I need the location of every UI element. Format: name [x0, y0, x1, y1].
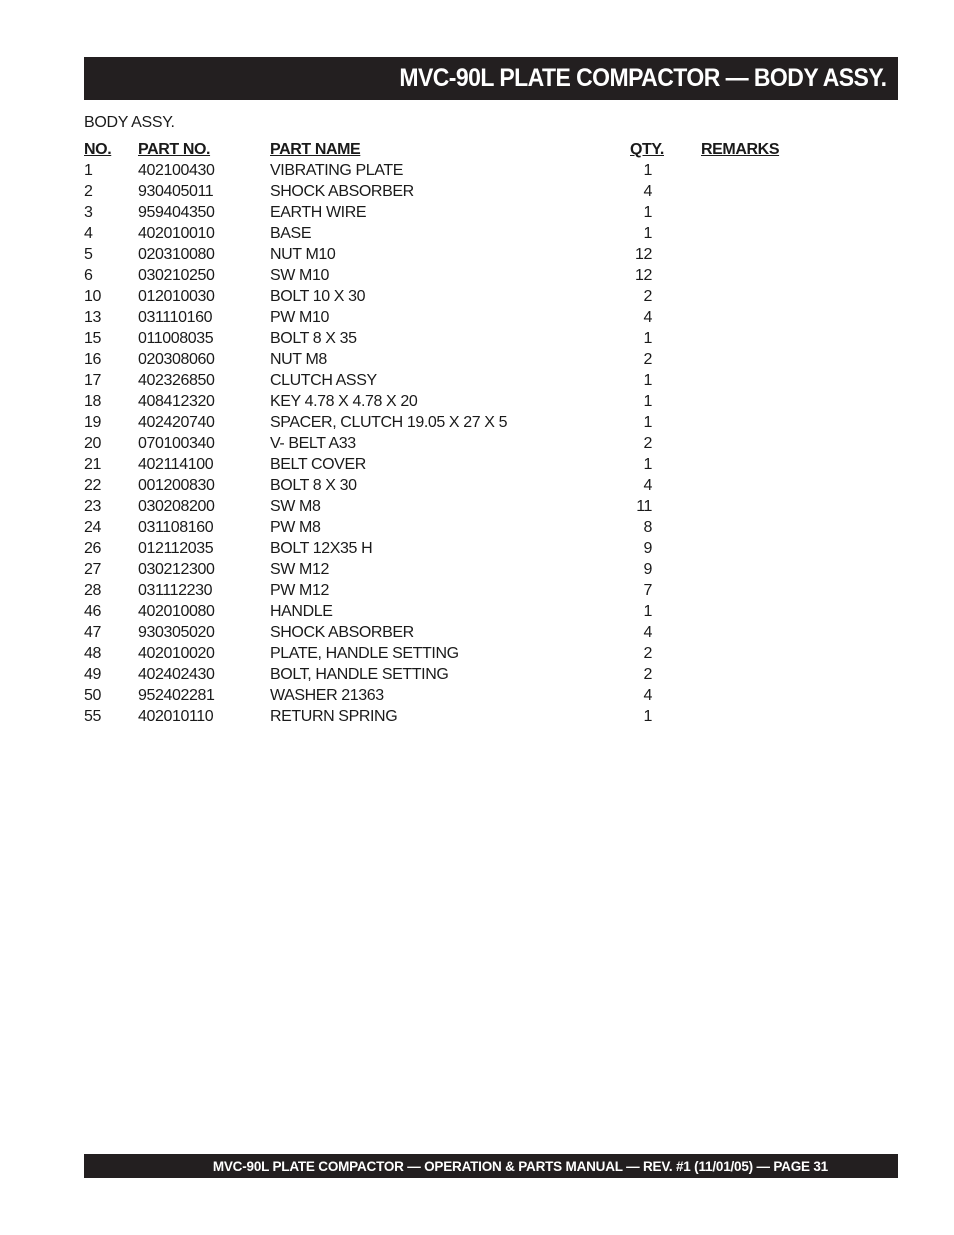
cell-part-no: 011008035	[138, 330, 214, 347]
cell-qty: 7	[643, 582, 652, 599]
cell-part-name: SHOCK ABSORBER	[270, 624, 414, 641]
cell-part-no: 952402281	[138, 687, 215, 704]
cell-no: 20	[84, 435, 101, 452]
cell-part-no: 020308060	[138, 351, 215, 368]
table-row	[84, 664, 804, 685]
cell-part-name: PW M8	[270, 519, 321, 536]
table-row	[84, 538, 804, 559]
page-title-bar	[84, 57, 898, 100]
cell-part-name: BOLT 8 X 35	[270, 330, 357, 347]
cell-part-no: 402326850	[138, 372, 215, 389]
table-row	[84, 580, 804, 601]
cell-no: 16	[84, 351, 101, 368]
cell-no: 27	[84, 561, 101, 578]
cell-no: 1	[84, 162, 93, 179]
cell-part-no: 402010080	[138, 603, 215, 620]
cell-part-name: CLUTCH ASSY	[270, 372, 377, 389]
column-header-qty: QTY.	[630, 141, 664, 158]
cell-qty: 9	[643, 540, 652, 557]
cell-part-name: V- BELT A33	[270, 435, 356, 452]
table-row	[84, 601, 804, 622]
cell-part-no: 402010020	[138, 645, 215, 662]
cell-part-name: WASHER 21363	[270, 687, 384, 704]
cell-part-name: NUT M8	[270, 351, 327, 368]
cell-part-no: 402420740	[138, 414, 215, 431]
page-title: MVC-90L PLATE COMPACTOR — BODY ASSY.	[398, 64, 886, 92]
cell-part-no: 020310080	[138, 246, 215, 263]
cell-qty: 1	[643, 393, 652, 410]
cell-part-name: HANDLE	[270, 603, 333, 620]
cell-part-name: EARTH WIRE	[270, 204, 367, 221]
table-body	[84, 160, 804, 727]
cell-part-name: SHOCK ABSORBER	[270, 183, 414, 200]
table-row	[84, 454, 804, 475]
cell-no: 3	[84, 204, 93, 221]
cell-part-no: 001200830	[138, 477, 215, 494]
cell-no: 22	[84, 477, 101, 494]
table-row	[84, 307, 804, 328]
cell-part-no: 402100430	[138, 162, 215, 179]
table-row	[84, 370, 804, 391]
cell-no: 4	[84, 225, 93, 242]
cell-no: 50	[84, 687, 101, 704]
table-row	[84, 643, 804, 664]
cell-no: 48	[84, 645, 101, 662]
table-row	[84, 412, 804, 433]
cell-qty: 12	[635, 246, 652, 263]
cell-no: 24	[84, 519, 101, 536]
cell-no: 6	[84, 267, 93, 284]
cell-part-name: SW M8	[270, 498, 321, 515]
cell-no: 26	[84, 540, 101, 557]
cell-part-name: BELT COVER	[270, 456, 366, 473]
cell-part-name: PW M12	[270, 582, 329, 599]
cell-part-no: 012010030	[138, 288, 215, 305]
cell-part-name: NUT M10	[270, 246, 336, 263]
cell-part-no: 402010110	[138, 708, 214, 725]
table-row	[84, 160, 804, 181]
parts-table	[84, 139, 804, 727]
footer-bar	[84, 1154, 898, 1178]
cell-no: 19	[84, 414, 101, 431]
cell-part-name: BOLT 10 X 30	[270, 288, 366, 305]
table-row	[84, 685, 804, 706]
cell-no: 10	[84, 288, 101, 305]
cell-qty: 1	[643, 162, 652, 179]
cell-qty: 2	[643, 666, 652, 683]
cell-part-name: BASE	[270, 225, 312, 242]
cell-part-name: KEY 4.78 X 4.78 X 20	[270, 393, 418, 410]
cell-part-no: 030210250	[138, 267, 215, 284]
cell-no: 2	[84, 183, 93, 200]
cell-part-name: VIBRATING PLATE	[270, 162, 403, 179]
table-row	[84, 181, 804, 202]
column-header-no: NO.	[84, 141, 112, 158]
cell-qty: 1	[643, 204, 652, 221]
cell-qty: 2	[643, 645, 652, 662]
table-row	[84, 223, 804, 244]
cell-qty: 1	[643, 225, 652, 242]
cell-part-name: SPACER, CLUTCH 19.05 X 27 X 5	[270, 414, 508, 431]
cell-no: 17	[84, 372, 101, 389]
cell-qty: 1	[643, 603, 652, 620]
cell-part-no: 930405011	[138, 183, 214, 200]
cell-part-no: 930305020	[138, 624, 215, 641]
cell-part-name: PW M10	[270, 309, 329, 326]
cell-no: 28	[84, 582, 101, 599]
cell-part-name: RETURN SPRING	[270, 708, 398, 725]
cell-qty: 1	[643, 330, 652, 347]
table-row	[84, 328, 804, 349]
cell-part-no: 030208200	[138, 498, 215, 515]
cell-part-no: 031110160	[138, 309, 213, 326]
cell-part-no: 402402430	[138, 666, 215, 683]
cell-part-name: PLATE, HANDLE SETTING	[270, 645, 459, 662]
cell-qty: 2	[643, 435, 652, 452]
cell-part-no: 402010010	[138, 225, 215, 242]
cell-qty: 4	[643, 477, 652, 494]
cell-qty: 4	[643, 183, 652, 200]
cell-no: 49	[84, 666, 101, 683]
table-row	[84, 622, 804, 643]
table-row	[84, 496, 804, 517]
cell-part-no: 031112230	[138, 582, 213, 599]
cell-part-name: BOLT, HANDLE SETTING	[270, 666, 449, 683]
cell-part-name: BOLT 8 X 30	[270, 477, 357, 494]
cell-part-no: 959404350	[138, 204, 215, 221]
cell-qty: 4	[643, 687, 652, 704]
cell-no: 47	[84, 624, 101, 641]
table-row	[84, 265, 804, 286]
table-header-row	[84, 139, 804, 160]
table-row	[84, 391, 804, 412]
cell-part-no: 030212300	[138, 561, 215, 578]
cell-part-no: 070100340	[138, 435, 215, 452]
table-row	[84, 559, 804, 580]
cell-no: 46	[84, 603, 101, 620]
cell-part-name: SW M12	[270, 561, 329, 578]
cell-no: 13	[84, 309, 101, 326]
cell-no: 15	[84, 330, 101, 347]
cell-part-no: 031108160	[138, 519, 214, 536]
cell-no: 5	[84, 246, 93, 263]
cell-no: 21	[84, 456, 101, 473]
table-row	[84, 706, 804, 727]
cell-qty: 9	[643, 561, 652, 578]
table-row	[84, 475, 804, 496]
cell-part-no: 402114100	[138, 456, 214, 473]
cell-qty: 8	[643, 519, 652, 536]
table-row	[84, 349, 804, 370]
cell-qty: 1	[643, 372, 652, 389]
cell-qty: 2	[643, 288, 652, 305]
cell-qty: 1	[643, 456, 652, 473]
table-row	[84, 286, 804, 307]
cell-no: 23	[84, 498, 101, 515]
table-row	[84, 244, 804, 265]
table-row	[84, 517, 804, 538]
cell-qty: 4	[643, 624, 652, 641]
cell-qty: 11	[636, 498, 652, 515]
column-header-part-no: PART NO.	[138, 141, 211, 158]
section-label: BODY ASSY.	[84, 114, 175, 131]
cell-qty: 4	[643, 309, 652, 326]
cell-qty: 12	[635, 267, 652, 284]
cell-no: 55	[84, 708, 101, 725]
cell-part-no: 012112035	[138, 540, 214, 557]
table-row	[84, 433, 804, 454]
cell-no: 18	[84, 393, 101, 410]
table-row	[84, 202, 804, 223]
cell-part-name: BOLT 12X35 H	[270, 540, 373, 557]
column-header-remarks: REMARKS	[701, 141, 780, 158]
cell-qty: 1	[643, 414, 652, 431]
cell-part-no: 408412320	[138, 393, 215, 410]
cell-qty: 1	[643, 708, 652, 725]
cell-qty: 2	[643, 351, 652, 368]
column-header-part-name: PART NAME	[270, 141, 361, 158]
cell-part-name: SW M10	[270, 267, 329, 284]
footer-text: MVC-90L PLATE COMPACTOR — OPERATION & PARTS MANUAL — REV. #1 (11/01/05) — PAGE 31	[212, 1158, 828, 1174]
